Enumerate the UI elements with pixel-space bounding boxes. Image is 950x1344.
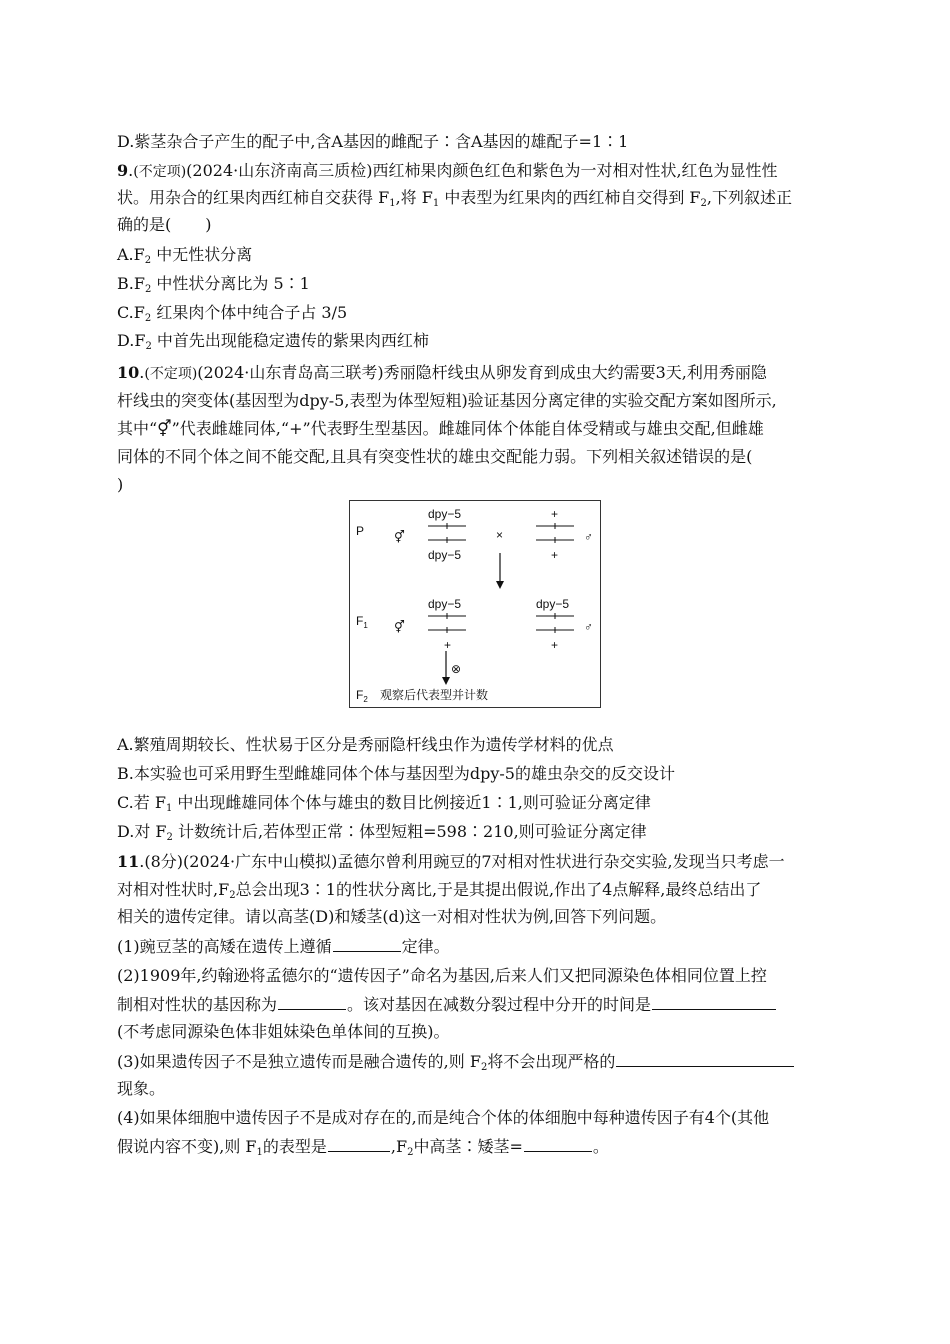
cross-symbol: × [496, 528, 504, 542]
self-cross-symbol: ⊗ [451, 662, 462, 676]
male-symbol-f1: ♂ [584, 620, 593, 634]
male-symbol-p: ♂ [584, 530, 593, 544]
q10-stem-line1: 10.(不定项)(2024·山东青岛高三联考)秀丽隐杆线虫从卵发育到成虫大约需要3天,利用秀丽隐 [117, 363, 767, 382]
q10-stem-line5: ) [117, 475, 124, 494]
p-male-upper-allele: + [551, 507, 559, 521]
q8-option-d: D.紫茎杂合子产生的配子中,含A基因的雌配子∶含A基因的雄配子=1∶1 [117, 132, 629, 151]
q9-stem-line2: 状。用杂合的红果肉西红柿自交获得 $F_1$,将 $F_1$ 中表型为红果肉的西红柿自交得到 $F_2$,下列叙述正 [117, 188, 792, 209]
q9-stem-line1: 9.(不定项)(2024·山东济南高三质检)西红柿果肉颜色红色和紫色为一对相对性状,红色为显性性 [117, 161, 778, 180]
arrow-head [442, 677, 450, 685]
f1-generation-label: $F_1$ [356, 614, 368, 630]
q11-part2-line1: (2)1909年,约翰逊将孟德尔的“遗传因子”命名为基因,后来人们又把同源染色体相同位置上控 [117, 966, 767, 985]
answer-blank-4a[interactable] [328, 1135, 390, 1152]
answer-blank-4b[interactable] [524, 1135, 592, 1152]
q11-part3-line2: 现象。 [117, 1079, 166, 1098]
q11-part3-line1: (3)如果遗传因子不是独立遗传而是融合遗传的,则 $F_2$将不会出现严格的 [117, 1050, 795, 1073]
p-generation-label: P [356, 524, 365, 538]
p-herm-lower-allele: dpy−5 [428, 548, 462, 562]
q9-option-b: $B.F_2$ 中性状分离比为 5∶1 [117, 274, 310, 295]
q11-part2-line2: 制相对性状的基因称为 。该对基因在减数分裂过程中分开的时间是 [117, 993, 777, 1016]
f1-herm-lower-allele: + [444, 638, 452, 652]
answer-blank-1[interactable] [333, 935, 401, 952]
q10-option-c: C.若 $F_1$ 中出现雌雄同体个体与雄虫的数目比例接近1∶1,则可验证分离定律 [117, 793, 651, 814]
f2-generation-label: $F_2$ [356, 688, 368, 704]
hermaphrodite-symbol-f1: ⚥ [394, 620, 405, 634]
answer-blank-3[interactable] [616, 1050, 794, 1067]
q11-part2-line3: (不考虑同源染色体非姐妹染色单体间的互换)。 [117, 1022, 450, 1041]
q10-option-d: D.对 $F_2$ 计数统计后,若体型正常∶体型短粗=598∶210,则可验证分离定律 [117, 822, 647, 843]
q9-tag: (不定项) [133, 164, 187, 180]
q10-option-b: B.本实验也可采用野生型雌雄同体个体与基因型为dpy-5的雄虫杂交的反交设计 [117, 764, 675, 783]
q9-stem-line3: 确的是( ) [117, 215, 212, 234]
q10-stem-line3: 其中“⚥”代表雌雄同体,“+”代表野生型基因。雌雄同体个体能自体受精或与雄虫交配,但雌雄 [117, 419, 764, 438]
q11-stem-line1: 11.(8分)(2024·广东中山模拟)孟德尔曾利用豌豆的7对相对性状进行杂交实验,发现当只考虑一 [117, 852, 785, 871]
q10-stem-line4: 同体的不同个体之间不能交配,且具有突变性状的雄虫交配能力弱。下列相关叙述错误的是( [117, 447, 753, 466]
f2-caption: 观察后代表型并计数 [380, 688, 489, 702]
q11-part4-line1: (4)如果体细胞中遗传因子不是成对存在的,而是纯合个体的体细胞中每种遗传因子有4个(其他 [117, 1108, 770, 1127]
p-male-lower-allele: + [551, 548, 559, 562]
q11-part1: (1)豌豆茎的高矮在遗传上遵循 定律。 [117, 937, 450, 956]
q9-number: 9 [117, 161, 129, 180]
q10-option-a: A.繁殖周期较长、性状易于区分是秀丽隐杆线虫作为遗传学材料的优点 [117, 735, 614, 754]
q11-part4-line2: 假说内容不变),则 $F_1$的表型是 $,F_2$中高茎∶矮茎= 。 [117, 1137, 609, 1158]
q9-option-c: $C.F_2$ 红果肉个体中纯合子占 3/5 [117, 303, 348, 324]
q10-tag: (不定项) [144, 366, 198, 382]
f1-male-upper-allele: dpy−5 [536, 597, 570, 611]
q11-number: 11 [117, 852, 140, 871]
arrow-head [496, 581, 504, 589]
answer-blank-2a[interactable] [278, 993, 346, 1010]
answer-blank-2b[interactable] [652, 993, 776, 1010]
q10-stem-line2: 杆线虫的突变体(基因型为dpy-5,表型为体型短粗)验证基因分离定律的实验交配方案如图所示, [117, 391, 777, 410]
cross-diagram-svg [350, 501, 600, 707]
q11-stem-line2: 对相对性状时$,F_2$总会出现3∶1的性状分离比,于是其提出假说,作出了4点解释,最终总结出了 [117, 880, 762, 901]
q9-option-d: $D.F_2$ 中首先出现能稳定遗传的紫果肉西红柿 [117, 331, 429, 352]
q9-text: (2024·山东济南高三质检)西红柿果肉颜色红色和紫色为一对相对性状,红色为显性性 [186, 161, 778, 180]
hermaphrodite-symbol-p: ⚥ [394, 530, 405, 544]
p-herm-upper-allele: dpy−5 [428, 507, 462, 521]
f1-herm-upper-allele: dpy−5 [428, 597, 462, 611]
cross-diagram [349, 500, 601, 708]
q9-option-a: $A.F_2$ 中无性状分离 [117, 245, 253, 266]
q11-stem-line3: 相关的遗传定律。请以高茎(D)和矮茎(d)这一对相对性状为例,回答下列问题。 [117, 907, 667, 926]
q10-number: 10 [117, 363, 140, 382]
f1-male-lower-allele: + [551, 638, 559, 652]
